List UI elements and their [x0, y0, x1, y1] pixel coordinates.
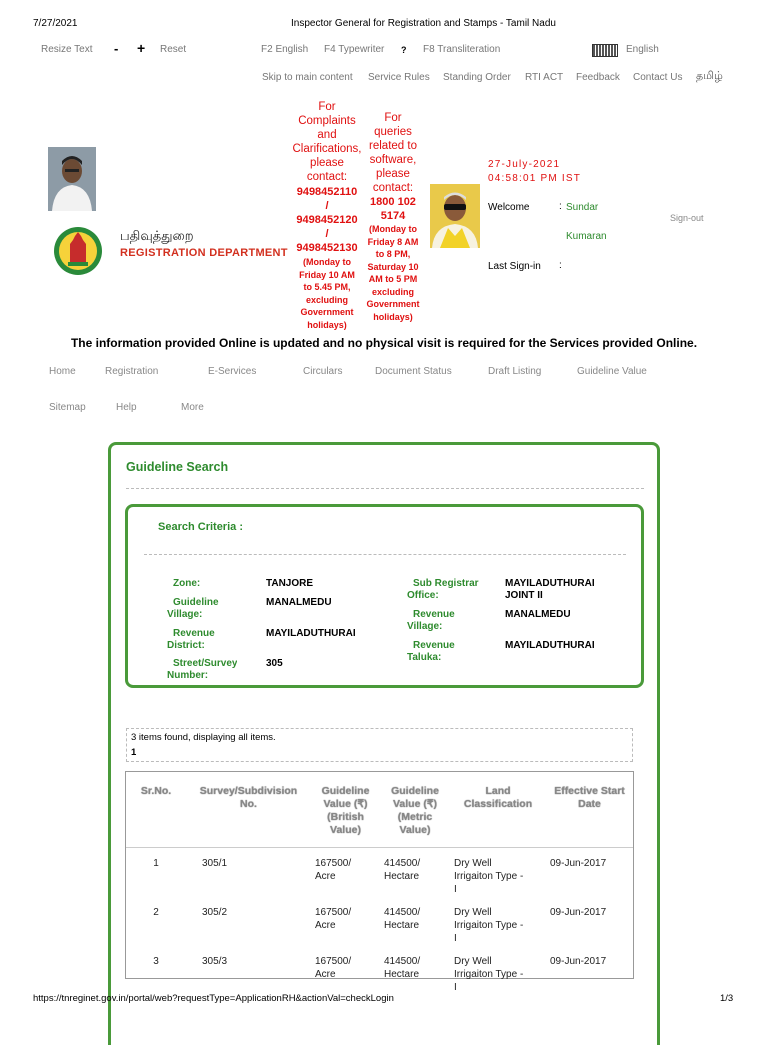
cell-line: 167500/: [315, 907, 352, 918]
nav-document-status[interactable]: Document Status: [375, 366, 452, 377]
table-header-row: [126, 771, 633, 848]
f8-transliteration-link[interactable]: F8 Transliteration: [423, 44, 501, 55]
print-page-number: 1/3: [720, 993, 734, 1004]
guideline-search-title: Guideline Search: [126, 460, 229, 474]
complaints-phone-2: 9498452120: [296, 214, 358, 226]
keyboard-icon[interactable]: [592, 44, 618, 57]
revenue-village-label-line: Village:: [407, 621, 443, 632]
print-title: Inspector General for Registration and Stamps - Tamil Nadu: [291, 18, 556, 29]
phone-separator: /: [325, 200, 329, 212]
street-survey-label: [167, 658, 237, 680]
cell-british-value: [311, 950, 380, 999]
cell-survey-no: 305/3: [202, 956, 228, 967]
help-question-icon[interactable]: ?: [401, 45, 407, 55]
street-survey-label-line: Street/Survey: [173, 658, 238, 669]
queries-hours-line: (Monday to: [369, 224, 417, 234]
nav-e-services[interactable]: E-Services: [208, 366, 257, 377]
revenue-taluka-label-line: Taluka:: [407, 652, 442, 663]
col-header-land-classification[interactable]: [450, 771, 546, 848]
street-survey-value: 305: [266, 658, 283, 669]
search-criteria-title: Search Criteria :: [158, 521, 243, 533]
cell-line: Dry Well: [454, 907, 492, 918]
nav-sitemap[interactable]: Sitemap: [49, 402, 86, 413]
nav-guideline-value[interactable]: Guideline Value: [577, 366, 647, 377]
queries-heading-line: For: [384, 112, 402, 124]
zone-label-line: Zone:: [173, 578, 201, 589]
col-header-british-value[interactable]: [311, 771, 380, 848]
revenue-district-label: [167, 628, 215, 652]
nav-registration[interactable]: Registration: [105, 366, 159, 377]
complaints-phone-3: 9498452130: [296, 242, 358, 254]
cell-line: Hectare: [384, 969, 420, 980]
chief-minister-photo: [48, 147, 96, 211]
cell-line: Dry Well: [454, 858, 492, 869]
col-header-metric-value[interactable]: [380, 771, 450, 848]
header-line: Survey/Subdivision: [199, 785, 298, 797]
revenue-district-label-line: District:: [167, 640, 205, 651]
revenue-village-label-line: Revenue: [413, 609, 455, 620]
nav-more[interactable]: More: [181, 402, 204, 413]
last-signin-colon: :: [559, 260, 562, 271]
criteria-divider: [144, 554, 626, 555]
table-row: [126, 901, 633, 950]
sub-registrar-office-label-line: Office:: [407, 590, 439, 601]
guideline-village-label-line: Village:: [167, 609, 203, 620]
cell-british-value: [311, 848, 380, 902]
tamil-nadu-emblem-icon: [53, 224, 103, 278]
items-found-text: 3 items found, displaying all items.: [131, 732, 276, 743]
title-divider: [126, 488, 644, 489]
sub-registrar-office-value-line: MAYILADUTHURAI: [505, 578, 595, 589]
decrease-text-button[interactable]: -: [114, 41, 119, 56]
queries-heading-line: software,: [369, 154, 417, 166]
header-line: Land: [485, 785, 511, 797]
cell-land-classification: [450, 950, 546, 999]
cell-line: 167500/: [315, 858, 352, 869]
language-selector[interactable]: English: [626, 44, 659, 55]
header-line: Guideline: [321, 785, 370, 797]
col-header-sr-no[interactable]: [126, 771, 186, 848]
cell-metric-value: [380, 950, 450, 999]
cell-line: Hectare: [384, 920, 420, 931]
cell-line: 414500/: [384, 907, 421, 918]
cell-line: Acre: [315, 969, 336, 980]
header-line: Value (₹): [323, 798, 368, 810]
rti-act-link[interactable]: RTI ACT: [525, 72, 564, 83]
nav-circulars[interactable]: Circulars: [303, 366, 343, 377]
nav-draft-listing[interactable]: Draft Listing: [488, 366, 542, 377]
header-line: Value): [399, 824, 431, 836]
session-time: 04:58:01 PM IST: [488, 173, 582, 184]
print-url: https://tnreginet.gov.in/portal/web?requestType=ApplicationRH&actionVal=checkLogin: [33, 993, 394, 1004]
department-name-english: REGISTRATION DEPARTMENT: [120, 247, 288, 259]
cell-effective-date: 09-Jun-2017: [550, 858, 607, 869]
guideline-village-label-line: Guideline: [173, 597, 219, 608]
revenue-village-value: MANALMEDU: [505, 609, 571, 620]
queries-heading-line: queries: [374, 126, 412, 138]
table-row: [126, 950, 633, 999]
complaints-hours-line: holidays): [307, 319, 347, 330]
service-rules-link[interactable]: Service Rules: [368, 72, 430, 83]
queries-phone-line: 1800 102: [370, 196, 416, 208]
header-line: Sr.No.: [140, 785, 172, 797]
header-line: No.: [240, 798, 257, 810]
complaints-contact-block: [290, 100, 364, 331]
queries-hours-line: to 8 PM,: [375, 249, 411, 259]
online-services-notice: The information provided Online is updated and no physical visit is required for the Services provided Online.: [70, 336, 698, 350]
cell-land-classification: [450, 848, 546, 902]
header-line: Value): [330, 824, 361, 836]
standing-order-link[interactable]: Standing Order: [443, 72, 511, 83]
cell-line: Irrigaiton Type -: [454, 969, 524, 980]
cell-line: Irrigaiton Type -: [454, 920, 524, 931]
tamil-language-link[interactable]: தமிழ்: [696, 70, 723, 82]
complaints-heading-line: For: [318, 101, 336, 113]
revenue-taluka-value: MAYILADUTHURAI: [505, 640, 595, 651]
revenue-district-value: MAYILADUTHURAI: [266, 628, 356, 639]
queries-hours-line: Saturday 10: [367, 261, 419, 272]
leader-portrait-photo: [430, 184, 480, 248]
complaints-heading-line: and: [317, 129, 337, 141]
cell-effective-date: 09-Jun-2017: [550, 907, 607, 918]
cell-line: Acre: [315, 871, 336, 882]
complaints-phone-1: 9498452110: [296, 186, 358, 198]
header-line: Classification: [463, 798, 533, 810]
queries-hours-line: AM to 5 PM: [368, 274, 418, 284]
increase-text-button[interactable]: +: [137, 40, 146, 56]
zone-label: [173, 578, 200, 590]
revenue-taluka-label: [407, 640, 455, 664]
print-date: 7/27/2021: [33, 18, 78, 29]
welcome-label: Welcome: [488, 202, 530, 213]
reset-text-button[interactable]: Reset: [160, 44, 187, 55]
user-last-name: Kumaran: [566, 231, 607, 242]
queries-phone-line: 5174: [380, 210, 406, 222]
cell-line: 414500/: [384, 858, 421, 869]
sub-registrar-office-label-line: Sub Registrar: [413, 578, 479, 589]
table-row: [126, 848, 633, 902]
sub-registrar-office-label: [407, 578, 479, 602]
header-line: Effective Start: [554, 785, 625, 797]
revenue-district-label-line: Revenue: [173, 628, 215, 639]
guideline-results-table: [126, 771, 633, 999]
page-number[interactable]: 1: [131, 747, 137, 758]
session-date: 27-July-2021: [488, 159, 561, 170]
resize-text-label: Resize Text: [41, 44, 93, 55]
complaints-heading-line: Clarifications,: [292, 143, 362, 155]
revenue-taluka-label-line: Revenue: [413, 640, 455, 651]
complaints-heading-line: please: [310, 157, 344, 169]
welcome-colon: :: [559, 201, 562, 212]
cell-sr-no: 1: [153, 858, 159, 869]
f4-typewriter-link[interactable]: F4 Typewriter: [324, 44, 385, 55]
header-line: Value (₹): [392, 798, 438, 810]
contact-us-link[interactable]: Contact Us: [633, 72, 683, 83]
cell-line: 414500/: [384, 956, 421, 967]
header-line: Guideline: [391, 785, 439, 797]
complaints-hours-line: Government: [300, 307, 354, 317]
sub-registrar-office-value-line: JOINT II: [505, 590, 543, 601]
complaints-hours-line: excluding: [305, 294, 348, 305]
cell-effective-date: 09-Jun-2017: [550, 956, 607, 967]
last-signin-label: Last Sign-in: [488, 261, 541, 272]
queries-hours-line: Friday 8 AM: [367, 236, 419, 247]
queries-hours-line: Government: [366, 299, 420, 309]
cell-line: 167500/: [315, 956, 352, 967]
department-name-tamil: பதிவுத்துறை: [120, 228, 194, 243]
header-line: Date: [578, 798, 601, 810]
nav-help[interactable]: Help: [116, 402, 137, 413]
queries-heading-line: related to: [369, 140, 417, 152]
cell-sr-no: 2: [153, 907, 159, 918]
feedback-link[interactable]: Feedback: [576, 72, 620, 83]
queries-hours-line: excluding: [371, 286, 414, 297]
cell-metric-value: [380, 848, 450, 902]
cell-line: Acre: [315, 920, 336, 931]
guideline-village-value: MANALMEDU: [266, 597, 332, 608]
cell-survey-no: 305/2: [202, 907, 228, 918]
cell-survey-no: 305/1: [202, 858, 228, 869]
zone-value: TANJORE: [266, 578, 314, 589]
phone-separator: /: [325, 228, 329, 240]
queries-heading-line: contact:: [372, 182, 414, 194]
revenue-village-label: [407, 609, 455, 633]
cell-line: Irrigaiton Type -: [454, 871, 524, 882]
header-line: (Metric: [397, 811, 433, 823]
complaints-hours-line: to 5.45 PM,: [303, 282, 351, 292]
cell-line: I: [454, 884, 457, 895]
guideline-village-label: [167, 597, 219, 621]
complaints-hours-line: (Monday to: [303, 257, 351, 267]
skip-to-main-link[interactable]: Skip to main content: [262, 72, 353, 83]
queries-heading-line: please: [376, 168, 410, 180]
complaints-heading-line: Complaints: [298, 115, 356, 127]
cell-british-value: [311, 901, 380, 950]
cell-sr-no: 3: [153, 956, 159, 967]
sub-registrar-office-value: [505, 578, 595, 602]
sign-out-link[interactable]: Sign-out: [670, 213, 704, 223]
col-header-survey-no[interactable]: [186, 771, 311, 848]
header-line: (British: [327, 811, 364, 823]
queries-hours-line: holidays): [373, 311, 413, 322]
cell-metric-value: [380, 901, 450, 950]
software-queries-contact-block: [364, 111, 422, 323]
cell-line: Hectare: [384, 871, 420, 882]
complaints-hours-line: Friday 10 AM: [299, 269, 355, 280]
cell-land-classification: [450, 901, 546, 950]
cell-line: I: [454, 933, 457, 944]
user-first-name: Sundar: [566, 202, 599, 213]
complaints-heading-line: contact:: [306, 171, 348, 183]
cell-line: I: [454, 982, 457, 993]
nav-home[interactable]: Home: [49, 366, 76, 377]
col-header-effective-date[interactable]: [546, 771, 633, 848]
street-survey-label-line: Number:: [167, 670, 209, 680]
cell-line: Dry Well: [454, 956, 492, 967]
f2-english-link[interactable]: F2 English: [261, 44, 309, 55]
